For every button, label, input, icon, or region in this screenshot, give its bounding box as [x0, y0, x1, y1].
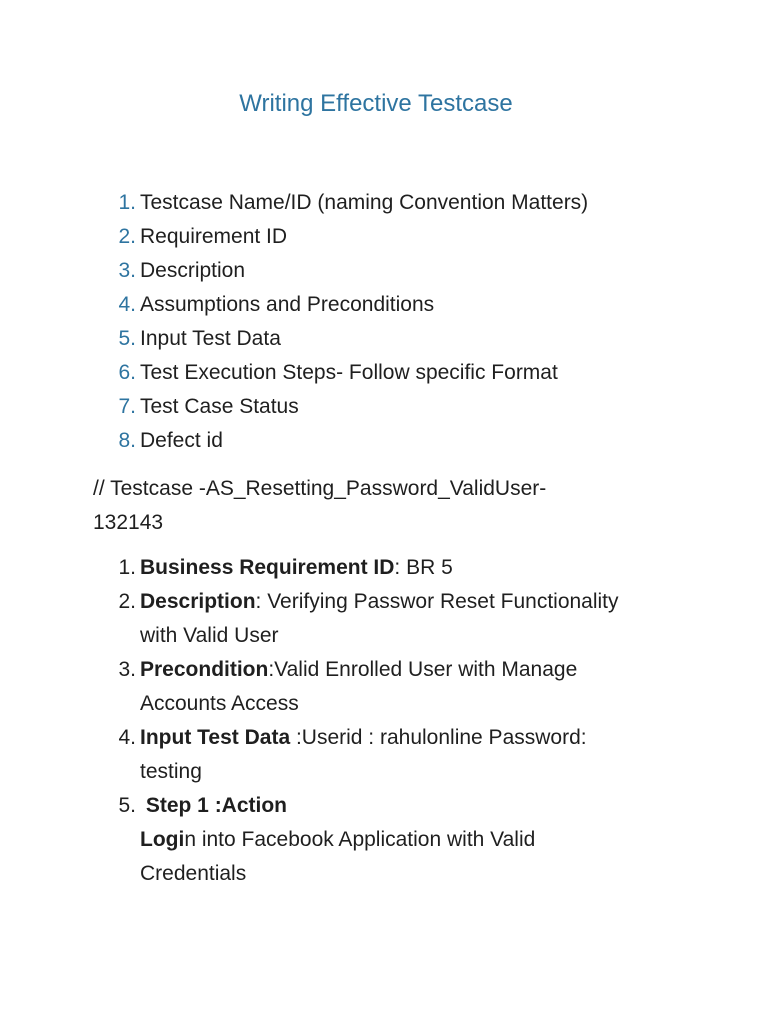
comment-line-2: 132143 — [93, 511, 164, 534]
list-item — [0, 322, 588, 356]
testcase-comment — [93, 472, 653, 540]
field-value: :Valid Enrolled User with Manage — [268, 658, 578, 681]
list-item — [0, 288, 588, 322]
field-value: :Userid : rahulonline Password: — [290, 726, 587, 749]
list-item — [0, 585, 619, 653]
list-number: 3. — [118, 658, 136, 681]
list-item-text: Testcase Name/ID (naming Convention Matters) — [140, 191, 589, 214]
list-number: 8. — [118, 429, 136, 452]
list-item — [0, 424, 588, 458]
list-item — [0, 789, 619, 891]
list-item — [0, 186, 588, 220]
list-item — [0, 653, 619, 721]
field-label: Input Test Data — [140, 726, 291, 749]
list-item-text: Test Case Status — [140, 395, 299, 418]
testcase-example-list — [0, 551, 619, 891]
step-action-bold: Logi — [140, 828, 185, 851]
list-number: 4. — [118, 726, 136, 749]
list-number: 4. — [118, 293, 136, 316]
list-item-text: Defect id — [140, 429, 223, 452]
list-item — [0, 254, 588, 288]
field-value: : Verifying Passwor Reset Functionality — [255, 590, 619, 613]
field-label: Business Requirement ID — [140, 556, 395, 579]
list-number: 5. — [118, 327, 136, 350]
testcase-fields-list — [0, 186, 588, 458]
list-number: 2. — [118, 225, 136, 248]
comment-line-1: // Testcase -AS_Resetting_Password_ValidUser- — [93, 477, 547, 500]
list-number: 2. — [118, 590, 136, 613]
list-item — [0, 721, 619, 789]
field-value-continued: with Valid User — [140, 624, 279, 647]
list-number: 1. — [118, 556, 136, 579]
list-item — [0, 551, 619, 585]
list-item — [0, 220, 588, 254]
step-action-continued: Credentials — [140, 862, 247, 885]
field-label: Precondition — [140, 658, 269, 681]
field-value-continued: Accounts Access — [140, 692, 299, 715]
list-item-text: Assumptions and Preconditions — [140, 293, 435, 316]
step-action-text: n into Facebook Application with Valid — [184, 828, 536, 851]
list-number: 5. — [118, 794, 136, 817]
document-title: Writing Effective Testcase — [239, 90, 513, 117]
step-label: Step 1 :Action — [140, 794, 288, 817]
list-number: 7. — [118, 395, 136, 418]
list-number: 1. — [118, 191, 136, 214]
field-value-continued: testing — [140, 760, 202, 783]
list-item-text: Test Execution Steps- Follow specific Format — [140, 361, 558, 384]
list-item-text: Description — [140, 259, 246, 282]
list-item-text: Requirement ID — [140, 225, 288, 248]
list-number: 6. — [118, 361, 136, 384]
list-item-text: Input Test Data — [140, 327, 281, 350]
list-item — [0, 356, 588, 390]
list-item — [0, 390, 588, 424]
field-label: Description — [140, 590, 256, 613]
field-value: : BR 5 — [394, 556, 453, 579]
list-number: 3. — [118, 259, 136, 282]
